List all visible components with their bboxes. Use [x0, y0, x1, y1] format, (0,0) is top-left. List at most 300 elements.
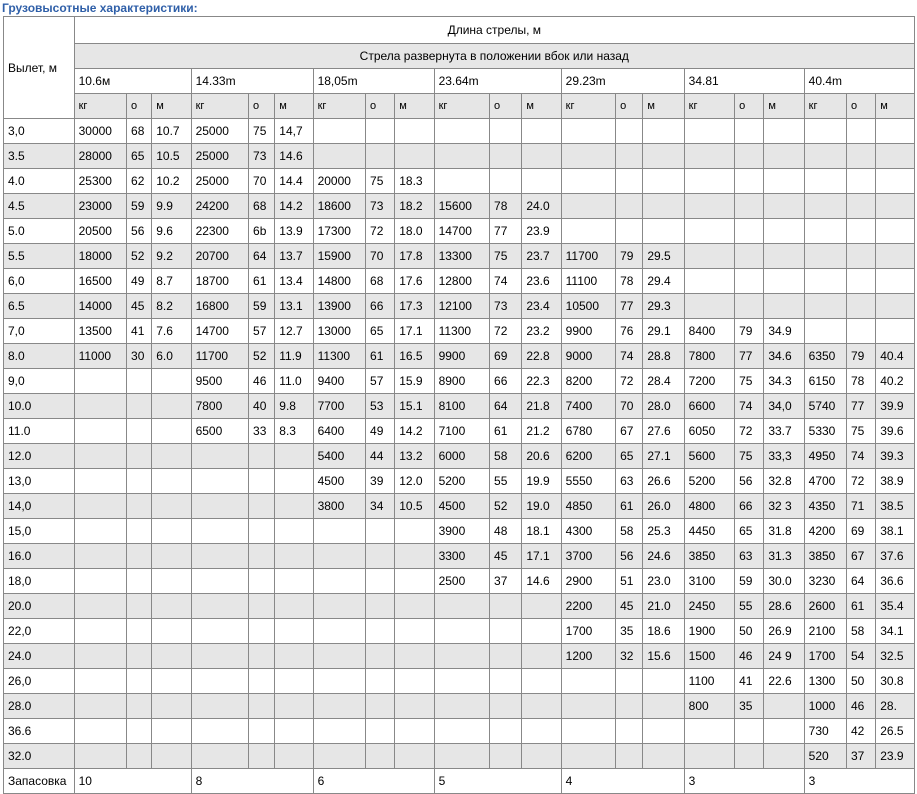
boom-length-label: 18,05m: [313, 69, 434, 94]
value-cell: 75: [249, 119, 275, 144]
radius-cell: 6,0: [4, 269, 75, 294]
value-cell: [275, 569, 313, 594]
value-cell: [522, 694, 561, 719]
value-cell: [366, 594, 395, 619]
reeving-row: [4, 769, 915, 794]
value-cell: 31.3: [764, 544, 804, 569]
value-cell: 40.4: [876, 344, 915, 369]
value-cell: [522, 119, 561, 144]
value-cell: 73: [249, 144, 275, 169]
value-cell: 35: [735, 694, 764, 719]
value-cell: 64: [490, 394, 522, 419]
value-cell: [127, 669, 152, 694]
value-cell: 41: [735, 669, 764, 694]
table-row: [4, 344, 915, 369]
radius-cell: 11.0: [4, 419, 75, 444]
value-cell: 26.9: [764, 619, 804, 644]
value-cell: [152, 694, 191, 719]
unit-label: о: [490, 94, 522, 119]
value-cell: 28.: [876, 694, 915, 719]
value-cell: [804, 169, 846, 194]
value-cell: [74, 719, 126, 744]
value-cell: [249, 644, 275, 669]
value-cell: 8.2: [152, 294, 191, 319]
value-cell: 77: [846, 394, 875, 419]
value-cell: [643, 169, 684, 194]
value-cell: 5600: [684, 444, 734, 469]
value-cell: [191, 694, 248, 719]
value-cell: 26.0: [643, 494, 684, 519]
value-cell: 75: [735, 369, 764, 394]
table-row: [4, 519, 915, 544]
value-cell: 61: [366, 344, 395, 369]
value-cell: 12100: [434, 294, 489, 319]
value-cell: [191, 669, 248, 694]
value-cell: 8.3: [275, 419, 313, 444]
value-cell: 74: [490, 269, 522, 294]
value-cell: [616, 669, 643, 694]
value-cell: [127, 369, 152, 394]
value-cell: 22.8: [522, 344, 561, 369]
value-cell: [395, 644, 434, 669]
table-row: [4, 619, 915, 644]
value-cell: 34,0: [764, 394, 804, 419]
value-cell: 27.1: [643, 444, 684, 469]
value-cell: 24.0: [522, 194, 561, 219]
value-cell: 56: [735, 469, 764, 494]
value-cell: [313, 619, 365, 644]
value-cell: 57: [249, 319, 275, 344]
value-cell: 5740: [804, 394, 846, 419]
value-cell: 70: [366, 244, 395, 269]
value-cell: [764, 219, 804, 244]
value-cell: [434, 744, 489, 769]
value-cell: [876, 219, 915, 244]
value-cell: [876, 319, 915, 344]
value-cell: 46: [846, 694, 875, 719]
value-cell: [490, 644, 522, 669]
value-cell: 12800: [434, 269, 489, 294]
radius-cell: 4.0: [4, 169, 75, 194]
value-cell: 1700: [561, 619, 615, 644]
value-cell: 2200: [561, 594, 615, 619]
value-cell: [366, 544, 395, 569]
value-cell: 13.2: [395, 444, 434, 469]
value-cell: 79: [846, 344, 875, 369]
value-cell: [275, 544, 313, 569]
value-cell: [395, 569, 434, 594]
value-cell: 59: [127, 194, 152, 219]
unit-label: кг: [191, 94, 248, 119]
value-cell: 1300: [804, 669, 846, 694]
value-cell: 61: [616, 494, 643, 519]
value-cell: [152, 444, 191, 469]
value-cell: [735, 744, 764, 769]
value-cell: 40.2: [876, 369, 915, 394]
value-cell: 730: [804, 719, 846, 744]
value-cell: 31.8: [764, 519, 804, 544]
value-cell: [249, 694, 275, 719]
load-chart-table: [3, 16, 915, 794]
value-cell: [490, 169, 522, 194]
value-cell: 65: [616, 444, 643, 469]
value-cell: 3100: [684, 569, 734, 594]
value-cell: [275, 744, 313, 769]
value-cell: [804, 194, 846, 219]
boom-length-label: 34.81: [684, 69, 804, 94]
value-cell: 79: [616, 244, 643, 269]
radius-cell: 8.0: [4, 344, 75, 369]
value-cell: 23.6: [522, 269, 561, 294]
radius-cell: 3,0: [4, 119, 75, 144]
reeving-value: 3: [684, 769, 804, 794]
value-cell: [876, 244, 915, 269]
value-cell: 6780: [561, 419, 615, 444]
value-cell: [684, 269, 734, 294]
value-cell: 18000: [74, 244, 126, 269]
value-cell: 18600: [313, 194, 365, 219]
value-cell: [313, 744, 365, 769]
value-cell: [152, 669, 191, 694]
radius-cell: 28.0: [4, 694, 75, 719]
value-cell: 2900: [561, 569, 615, 594]
value-cell: 17.3: [395, 294, 434, 319]
value-cell: [152, 519, 191, 544]
value-cell: 17300: [313, 219, 365, 244]
value-cell: 52: [127, 244, 152, 269]
table-row: [4, 119, 915, 144]
value-cell: 24200: [191, 194, 248, 219]
value-cell: [249, 494, 275, 519]
value-cell: 63: [735, 544, 764, 569]
value-cell: 41: [127, 319, 152, 344]
value-cell: 26.5: [876, 719, 915, 744]
value-cell: [127, 619, 152, 644]
value-cell: 17.6: [395, 269, 434, 294]
table-row: [4, 694, 915, 719]
table-row: [4, 544, 915, 569]
value-cell: 71: [846, 494, 875, 519]
value-cell: [74, 594, 126, 619]
radius-cell: 15,0: [4, 519, 75, 544]
value-cell: [804, 144, 846, 169]
value-cell: [313, 644, 365, 669]
radius-cell: 6.5: [4, 294, 75, 319]
value-cell: [643, 119, 684, 144]
table-row: [4, 644, 915, 669]
value-cell: 23.0: [643, 569, 684, 594]
value-cell: [434, 644, 489, 669]
value-cell: [249, 544, 275, 569]
value-cell: 27.6: [643, 419, 684, 444]
value-cell: 28.6: [764, 594, 804, 619]
value-cell: [74, 394, 126, 419]
value-cell: 7200: [684, 369, 734, 394]
value-cell: [152, 494, 191, 519]
value-cell: [313, 719, 365, 744]
value-cell: 35.4: [876, 594, 915, 619]
unit-label: м: [522, 94, 561, 119]
value-cell: 7400: [561, 394, 615, 419]
value-cell: [561, 219, 615, 244]
value-cell: [395, 744, 434, 769]
radius-cell: 5.5: [4, 244, 75, 269]
value-cell: 72: [366, 219, 395, 244]
value-cell: [127, 519, 152, 544]
value-cell: 74: [846, 444, 875, 469]
value-cell: 78: [490, 194, 522, 219]
value-cell: 11700: [561, 244, 615, 269]
value-cell: 34: [366, 494, 395, 519]
value-cell: 49: [366, 419, 395, 444]
value-cell: [764, 144, 804, 169]
value-cell: 66: [490, 369, 522, 394]
value-cell: 9900: [434, 344, 489, 369]
table-row: [4, 319, 915, 344]
value-cell: 5200: [684, 469, 734, 494]
value-cell: 11300: [313, 344, 365, 369]
value-cell: [191, 569, 248, 594]
value-cell: [490, 619, 522, 644]
value-cell: [74, 694, 126, 719]
value-cell: 61: [490, 419, 522, 444]
value-cell: 4450: [684, 519, 734, 544]
value-cell: [522, 144, 561, 169]
radius-cell: 3.5: [4, 144, 75, 169]
value-cell: 32.5: [876, 644, 915, 669]
value-cell: 5200: [434, 469, 489, 494]
value-cell: [804, 269, 846, 294]
value-cell: [522, 744, 561, 769]
value-cell: 66: [735, 494, 764, 519]
value-cell: [191, 444, 248, 469]
value-cell: 33: [249, 419, 275, 444]
value-cell: 13.9: [275, 219, 313, 244]
value-cell: 6b: [249, 219, 275, 244]
value-cell: 15600: [434, 194, 489, 219]
value-cell: [249, 519, 275, 544]
value-cell: 56: [127, 219, 152, 244]
table-row: [4, 244, 915, 269]
value-cell: [191, 719, 248, 744]
value-cell: 7800: [191, 394, 248, 419]
value-cell: 24.6: [643, 544, 684, 569]
value-cell: 46: [735, 644, 764, 669]
value-cell: [152, 644, 191, 669]
value-cell: 63: [616, 469, 643, 494]
value-cell: 54: [846, 644, 875, 669]
value-cell: 69: [490, 344, 522, 369]
value-cell: 15.9: [395, 369, 434, 394]
value-cell: [366, 144, 395, 169]
value-cell: 4950: [804, 444, 846, 469]
unit-label: м: [764, 94, 804, 119]
value-cell: 3850: [804, 544, 846, 569]
value-cell: 9400: [313, 369, 365, 394]
value-cell: 21.8: [522, 394, 561, 419]
value-cell: [152, 619, 191, 644]
value-cell: [561, 719, 615, 744]
value-cell: 7800: [684, 344, 734, 369]
value-cell: 8100: [434, 394, 489, 419]
value-cell: [876, 294, 915, 319]
value-cell: [876, 169, 915, 194]
unit-label: кг: [313, 94, 365, 119]
value-cell: 61: [249, 269, 275, 294]
value-cell: 75: [846, 419, 875, 444]
value-cell: [643, 144, 684, 169]
value-cell: [366, 619, 395, 644]
value-cell: 34.9: [764, 319, 804, 344]
table-row: [4, 719, 915, 744]
value-cell: 64: [846, 569, 875, 594]
value-cell: 20.6: [522, 444, 561, 469]
value-cell: [74, 469, 126, 494]
value-cell: [434, 719, 489, 744]
value-cell: [764, 194, 804, 219]
value-cell: 11300: [434, 319, 489, 344]
value-cell: 79: [735, 319, 764, 344]
value-cell: [846, 269, 875, 294]
value-cell: [490, 594, 522, 619]
value-cell: 13.4: [275, 269, 313, 294]
value-cell: [191, 744, 248, 769]
unit-label: м: [152, 94, 191, 119]
value-cell: 1700: [804, 644, 846, 669]
value-cell: [127, 569, 152, 594]
value-cell: 2500: [434, 569, 489, 594]
value-cell: [366, 119, 395, 144]
value-cell: 13300: [434, 244, 489, 269]
value-cell: [191, 494, 248, 519]
value-cell: 67: [616, 419, 643, 444]
value-cell: [395, 669, 434, 694]
value-cell: 75: [490, 244, 522, 269]
value-cell: 34.6: [764, 344, 804, 369]
value-cell: 78: [846, 369, 875, 394]
value-cell: 72: [735, 419, 764, 444]
value-cell: [127, 394, 152, 419]
value-cell: 37: [490, 569, 522, 594]
value-cell: [684, 119, 734, 144]
value-cell: 21.2: [522, 419, 561, 444]
value-cell: 76: [616, 319, 643, 344]
value-cell: 34.3: [764, 369, 804, 394]
boom-length-label: 29.23m: [561, 69, 684, 94]
value-cell: [684, 144, 734, 169]
value-cell: [684, 244, 734, 269]
value-cell: 1500: [684, 644, 734, 669]
table-row: [4, 269, 915, 294]
value-cell: [434, 144, 489, 169]
value-cell: 11100: [561, 269, 615, 294]
value-cell: 52: [249, 344, 275, 369]
value-cell: 44: [366, 444, 395, 469]
value-cell: 800: [684, 694, 734, 719]
value-cell: 5550: [561, 469, 615, 494]
value-cell: [434, 694, 489, 719]
value-cell: [846, 294, 875, 319]
value-cell: 1900: [684, 619, 734, 644]
value-cell: 38.5: [876, 494, 915, 519]
value-cell: [616, 194, 643, 219]
boom-length-label: 10.6м: [74, 69, 191, 94]
value-cell: 14,7: [275, 119, 313, 144]
boom-length-label: 14.33m: [191, 69, 313, 94]
radius-cell: 16.0: [4, 544, 75, 569]
value-cell: [684, 219, 734, 244]
value-cell: [434, 169, 489, 194]
value-cell: 16500: [74, 269, 126, 294]
value-cell: [127, 419, 152, 444]
value-cell: [684, 194, 734, 219]
value-cell: 3800: [313, 494, 365, 519]
value-cell: 77: [616, 294, 643, 319]
unit-label: м: [395, 94, 434, 119]
value-cell: [249, 619, 275, 644]
value-cell: [127, 594, 152, 619]
value-cell: 14.6: [275, 144, 313, 169]
radius-cell: 24.0: [4, 644, 75, 669]
value-cell: [735, 269, 764, 294]
value-cell: 23.9: [876, 744, 915, 769]
reeving-value: 10: [74, 769, 191, 794]
table-row: [4, 744, 915, 769]
value-cell: 66: [366, 294, 395, 319]
radius-cell: 7,0: [4, 319, 75, 344]
value-cell: 4700: [804, 469, 846, 494]
table-row: [4, 169, 915, 194]
value-cell: 23.4: [522, 294, 561, 319]
unit-label: кг: [561, 94, 615, 119]
value-cell: 4800: [684, 494, 734, 519]
value-cell: 48: [490, 519, 522, 544]
radius-cell: 36.6: [4, 719, 75, 744]
value-cell: 6500: [191, 419, 248, 444]
radius-cell: 13,0: [4, 469, 75, 494]
value-cell: 25000: [191, 169, 248, 194]
value-cell: [152, 569, 191, 594]
value-cell: 9.6: [152, 219, 191, 244]
value-cell: [191, 644, 248, 669]
unit-label: о: [366, 94, 395, 119]
value-cell: [804, 119, 846, 144]
value-cell: [249, 469, 275, 494]
value-cell: 12.0: [395, 469, 434, 494]
value-cell: [275, 719, 313, 744]
value-cell: 37.6: [876, 544, 915, 569]
value-cell: 59: [735, 569, 764, 594]
value-cell: 33.7: [764, 419, 804, 444]
table-row: [4, 494, 915, 519]
value-cell: [522, 169, 561, 194]
value-cell: 46: [249, 369, 275, 394]
value-cell: [490, 119, 522, 144]
value-cell: [616, 144, 643, 169]
value-cell: [846, 169, 875, 194]
value-cell: [127, 544, 152, 569]
value-cell: 52: [490, 494, 522, 519]
page-title: Грузовысотные характеристики:: [2, 1, 198, 15]
value-cell: 6400: [313, 419, 365, 444]
value-cell: 65: [366, 319, 395, 344]
value-cell: 68: [249, 194, 275, 219]
value-cell: 77: [735, 344, 764, 369]
value-cell: [804, 244, 846, 269]
value-cell: 21.0: [643, 594, 684, 619]
value-cell: 35: [616, 619, 643, 644]
value-cell: 64: [249, 244, 275, 269]
